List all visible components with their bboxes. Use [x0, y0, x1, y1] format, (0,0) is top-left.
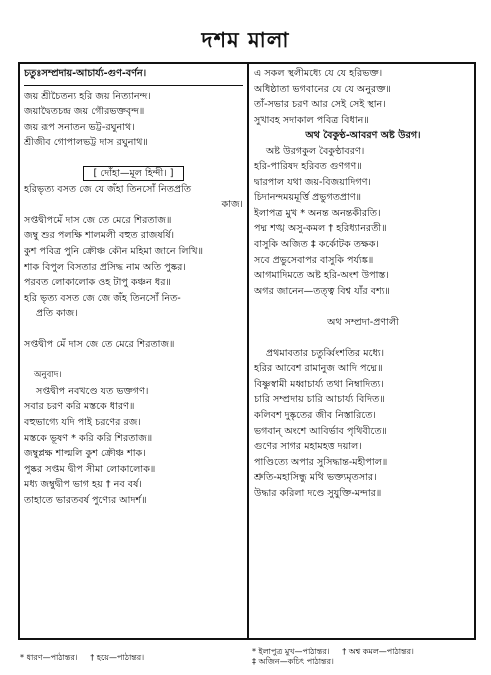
verse-line: কলিবশ দুষ্কৃতের জীব নিস্তারিতে।: [254, 410, 376, 422]
verse-line: হরি ভৃত্য বসত জে জে জঁহ তিনসোঁ নিত-: [24, 292, 181, 304]
verse-line: তাহাতে ভারতবর্ষ পুণ্যের আদর্শ॥: [24, 494, 147, 506]
verse-line: চিদানন্দময়মূর্ত্তি প্রভুগতপ্রাণ॥: [254, 192, 362, 204]
verse-line: জম্বু শুর পলক্ষি শালমলী বহুত রাজষর্ষি।: [24, 230, 175, 242]
verse-line: অষ্ট উরগকুল বৈকুণ্ঠাবরণ।: [266, 145, 365, 157]
verse-line: উদ্ধার করিলা দণ্ডে সুযুক্তি-মন্দার॥: [254, 487, 382, 499]
vaikuntha-heading: অথ বৈকুণ্ঠ-আবরণ অষ্ট উরগ।: [305, 130, 421, 142]
verse-line: পরবত লোকালোক ওহ টাপু কঞ্চন ধর॥: [24, 277, 171, 289]
verse-line: কুশ পবিত্র পুনি ক্রৌঞ্চ কৌন মহিমা জানে লিখি॥: [24, 246, 204, 258]
verse-line: সবে প্রভুসেবাপর বাসুকি পর্য্যঙ্ক॥: [254, 254, 374, 266]
anuvad-heading: অনুবাদ।: [34, 370, 62, 381]
footnote: * ইলাপুত্র মুখ—পাঠান্তর।: [252, 647, 330, 656]
verse-line: বহুভাগ্যে যদি পাই চরণের রজ।: [24, 417, 141, 429]
verse-line: প্রথমাবতার চতুর্ব্বিংশতির মধ্যে।: [266, 347, 385, 359]
footnote: † অশ্ব কমল—পাঠান্তর।: [342, 647, 414, 656]
verse-line: সপ্তদ্বীপ মেঁ দাস জে তে মেরে শিরতাজ॥: [24, 339, 175, 351]
verse-line: গুণের সাগর মহামহত্ত দয়াল।: [254, 441, 362, 453]
verse-line: মস্তকে ভূষণ * করি করি শিরতাজ॥: [24, 432, 153, 444]
verse-line: সপ্তদ্বীপমেঁ দাস জে তে মেরে শিরতাজ॥: [24, 214, 172, 226]
verse-line: পুষ্কর সপ্তম দ্বীপ সীমা লোকালোক॥: [24, 463, 156, 475]
verse-line: শাক বিপুল বিসতার প্রসিদ্ধ নাম অতি পুষ্কর।: [24, 261, 186, 273]
verse-line: কাজ।: [221, 199, 243, 211]
footnote: ‡ অজিন—কচিৎ পাঠান্তর।: [252, 657, 334, 666]
verse-line: বাসুকি অজিত ‡ কর্কোটক তক্ষক।: [254, 239, 379, 251]
verse-line: ইলাপত্র মুখ * অনন্ত অনন্তকীরতি।: [254, 207, 381, 219]
verse-line: পদ্ম শঙ্খ অসু-কমল † হরিধ্যানরতী॥: [254, 223, 387, 235]
verse-line: বিষ্ণুস্বামী মধ্বাচার্য্য তথা নিম্বাদিত্য।: [254, 378, 384, 390]
verse-line: আগমাদিমতে অষ্ট হরি-অংশ উপাস্ত।: [254, 270, 389, 282]
verse-line: সবার চরণ করি মস্তকে ধারণ॥: [24, 401, 135, 413]
verse-line: জয়াদ্বৈতচন্দ্র জয় গৌরভক্তবৃন্দ॥: [24, 106, 145, 118]
footnote: * ধারণ—পাঠান্তর।: [20, 653, 78, 662]
verse-line: প্রতি কাজ।: [36, 308, 78, 320]
verse-line: অধিষ্ঠাতা ভগবানের যে যে অনুরক্ত॥: [254, 83, 391, 95]
verse-line: দ্বারপাল যথা জয়-বিজয়াদিগণ।: [254, 176, 371, 188]
verse-line: তাঁ-সভার চরণ আর সেই সেই স্থান।: [254, 99, 386, 111]
footnotes-left: [20, 650, 250, 666]
verse-line: জয় রূপ সনাতন ভট্ট-রঘুনাথ।: [24, 121, 135, 133]
verse-line: হরি-পারিষদ হরিবত গুণগণ॥: [254, 161, 362, 173]
right-column: [254, 66, 472, 636]
verse-line: অগর জানেন—তত্ত্ব বিশ্ব যাঁর বশ্য॥: [254, 285, 390, 297]
sampradaya-heading: অথ সম্প্রদা-প্রণালী: [327, 316, 399, 328]
verse-line: জম্বুপ্লক্ষ শাল্মলি কুশ ক্রৌঞ্চ শাক।: [24, 448, 146, 460]
doha-heading: [ দোঁহা—মূল হিন্দী। ]: [83, 166, 185, 181]
verse-line: শ্রীজীব গোপালভট্ট দাস রঘুনাথ॥: [24, 137, 148, 149]
column-divider: [247, 62, 249, 640]
verse-line: শ্রুতি-মহাসিন্ধু মথি ভক্ত্যমৃতসার।: [254, 472, 377, 484]
verse-line: চারি সম্প্রদায় চারি আচার্য্য বিদিত॥: [254, 394, 385, 406]
verse-line: ভগবান্ অংশে আবির্ভাব পৃথিবীতে॥: [254, 425, 387, 437]
verse-line: জয় শ্রীচৈতন্য হরি জয় নিত্যানন্দ।: [24, 90, 151, 102]
section-heading: চতুঃসম্প্রদায়-আচার্য্য-গুণ-বর্ণন।: [24, 68, 147, 79]
heading-rule: [24, 85, 243, 86]
verse-line: সপ্তদ্বীপ নবখণ্ডে যত ভক্তগণ।: [36, 385, 149, 397]
footnotes-right: [252, 647, 474, 669]
verse-line: সুখাবহ সদাকাল পবিত্র বিধান॥: [254, 114, 369, 126]
verse-line: হরিভৃত্য বসত জে যে জঁহা তিনসোঁ নিতপ্রতি: [24, 183, 192, 195]
verse-line: মধ্য জম্বুদ্বীপ ভাগ হয় † নব বর্ষ।: [24, 479, 142, 491]
verse-line: এ সকল স্থলীমধ্যে যে যে হরিভক্ত।: [254, 68, 383, 79]
left-column: [24, 66, 243, 636]
verse-line: পাণ্ডিত্যে অপার সুসিদ্ধান্ত-মহীপাল॥: [254, 456, 388, 468]
verse-line: হরির আবেশ রামানুজ আদি পদ্মে॥: [254, 363, 383, 375]
page-title: দশম মালা: [201, 28, 290, 52]
footnote: † হয়ে—পাঠান্তর।: [90, 653, 145, 662]
